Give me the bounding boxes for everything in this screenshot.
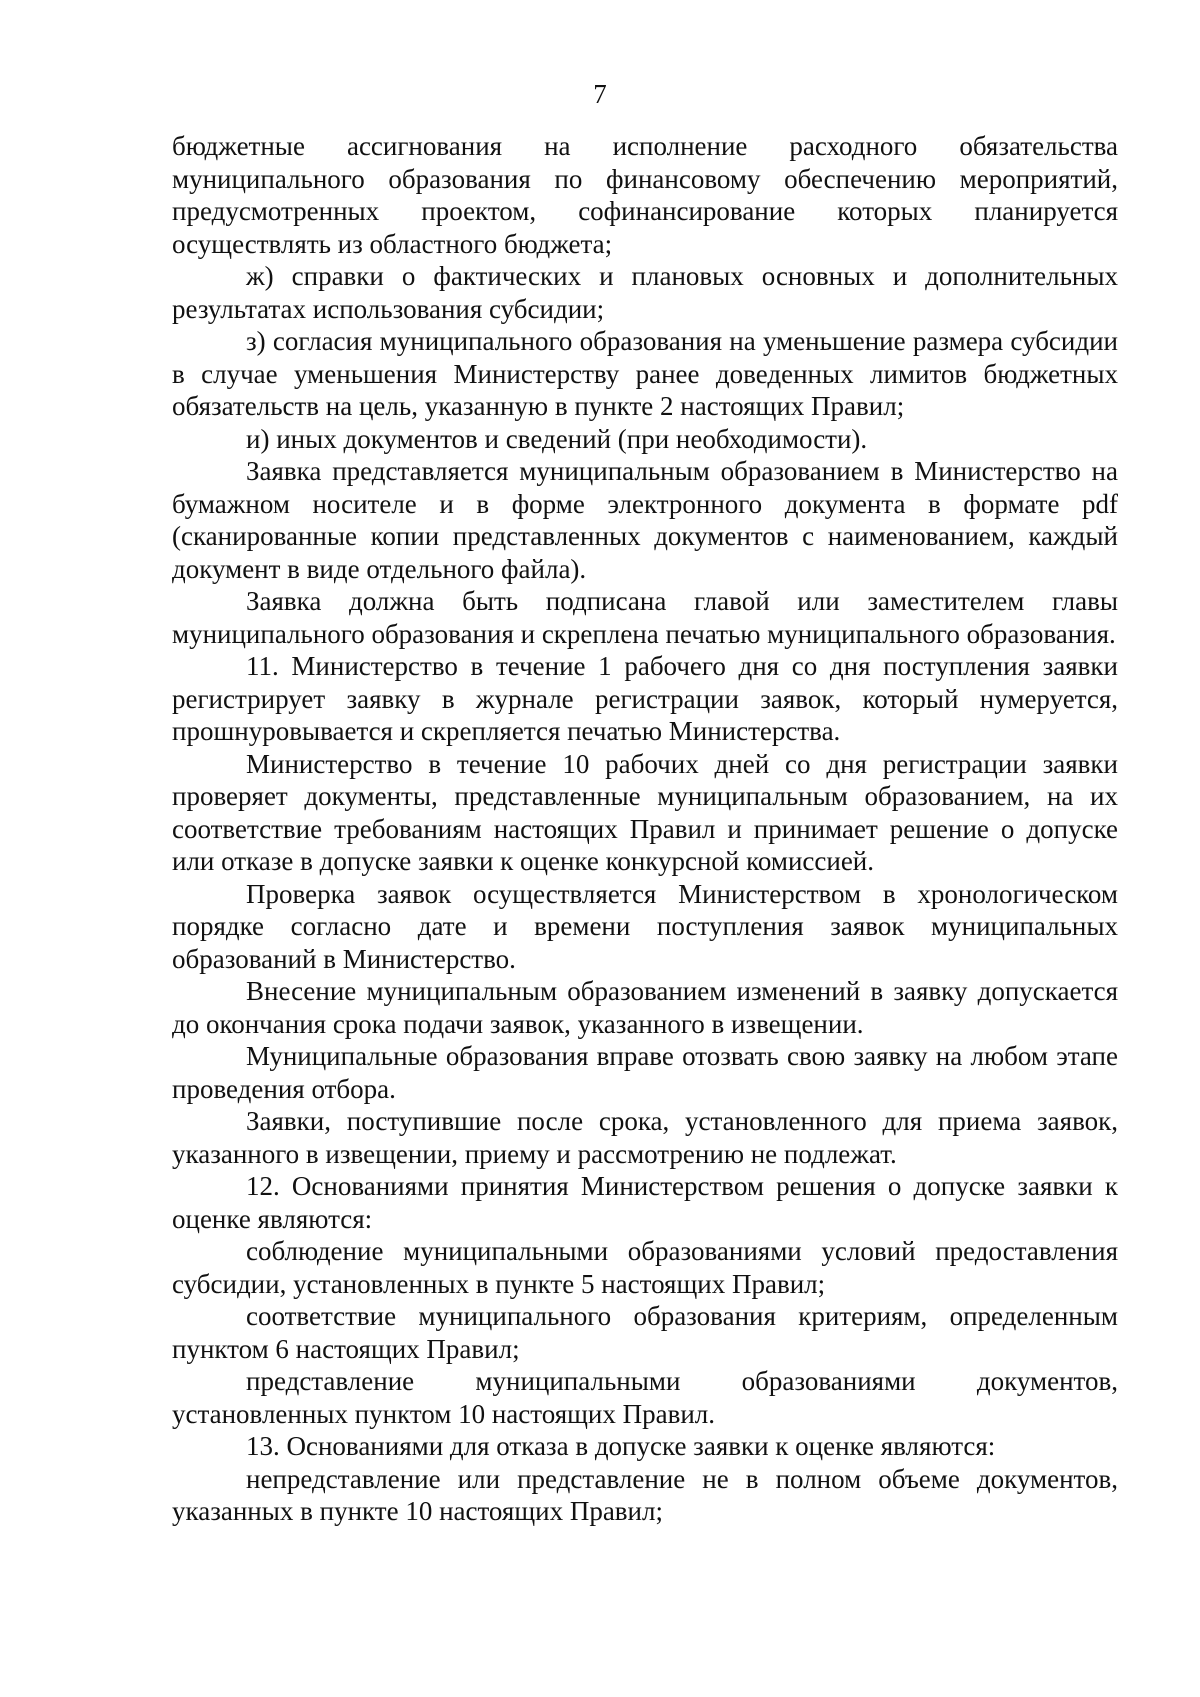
paragraph: ж) справки о фактических и плановых основных и дополнительных результатах использования субсидии; xyxy=(172,261,1118,324)
paragraph: з) согласия муниципального образования на уменьшение размера субсидии в случае уменьшения Министерству ранее доведенных лимитов бюджетных обязательств на цель, указанную в пункте 2 настоящих Правил; xyxy=(172,326,1118,421)
paragraph: представление муниципальными образованиями документов, установленных пунктом 10 настоящих Правил. xyxy=(172,1366,1118,1429)
paragraph: и) иных документов и сведений (при необходимости). xyxy=(246,423,868,454)
paragraph: соответствие муниципального образования критериям, определенным пунктом 6 настоящих Правил; xyxy=(172,1301,1118,1364)
paragraph: 11. Министерство в течение 1 рабочего дня со дня поступления заявки регистрирует заявку в журнале регистрации заявок, который нумеруется, прошнуровывается и скрепляется печатью Министерства. xyxy=(172,651,1118,746)
paragraph: соблюдение муниципальными образованиями условий предоставления субсидии, установленных в пункте 5 настоящих Правил; xyxy=(172,1236,1118,1299)
paragraph: Заявка представляется муниципальным образованием в Министерство на бумажном носителе и в форме электронного документа в формате pdf (сканированные копии представленных документов с наименованием, каждый документ в виде отдельного файла). xyxy=(172,456,1118,584)
paragraph: Заявка должна быть подписана главой или заместителем главы муниципального образования и скреплена печатью муниципального образования. xyxy=(172,586,1118,649)
paragraph: Внесение муниципальным образованием изменений в заявку допускается до окончания срока подачи заявок, указанного в извещении. xyxy=(172,976,1118,1039)
page-number: 7 xyxy=(593,79,607,109)
paragraph: 12. Основаниями принятия Министерством решения о допуске заявки к оценке являются: xyxy=(172,1171,1118,1234)
paragraph: Муниципальные образования вправе отозвать свою заявку на любом этапе проведения отбора. xyxy=(172,1041,1118,1104)
paragraph: бюджетные ассигнования на исполнение расходного обязательства муниципального образования по финансовому обеспечению мероприятий, предусмотренных проектом, софинансирование которых планируется осуществлять из областного бюджета; xyxy=(172,131,1118,259)
paragraph: непредставление или представление не в полном объеме документов, указанных в пункте 10 настоящих Правил; xyxy=(172,1463,1118,1526)
paragraph: Министерство в течение 10 рабочих дней со дня регистрации заявки проверяет документы, представленные муниципальным образованием, на их соответствие требованиям настоящих Правил и принимает решение о допуске или отказе в допуске заявки к оценке конкурсной комиссией. xyxy=(172,748,1118,876)
paragraph: 13. Основаниями для отказа в допуске заявки к оценке являются: xyxy=(246,1431,996,1461)
paragraph: Проверка заявок осуществляется Министерством в хронологическом порядке согласно дате и времени поступления заявок муниципальных образований в Министерство. xyxy=(172,878,1118,974)
document-body xyxy=(172,130,1118,1528)
paragraph: Заявки, поступившие после срока, установленного для приема заявок, указанного в извещении, приему и рассмотрению не подлежат. xyxy=(172,1106,1118,1169)
